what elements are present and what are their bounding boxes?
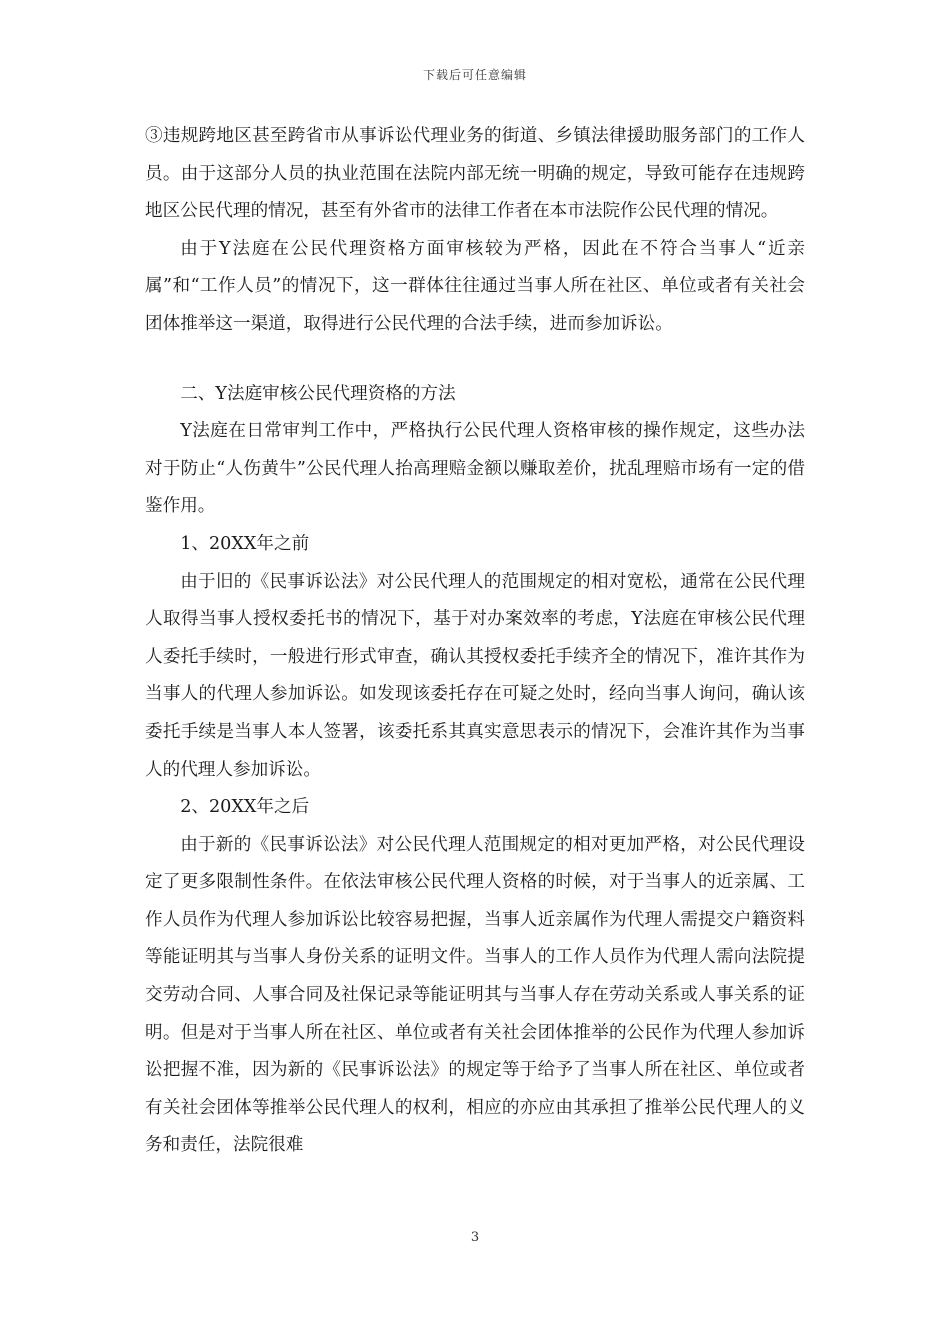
document-body — [145, 118, 805, 1165]
paragraph-review-method-intro: Y法庭在日常审判工作中，严格执行公民代理人资格审核的操作规定，这些办法对于防止“人伤黄牛”公民代理人抬高理赔金额以赚取差价，扰乱理赔市场有一定的借鉴作用。 — [145, 421, 805, 517]
paragraph-before: 由于旧的《民事诉讼法》对公民代理人的范围规定的相对宽松，通常在公民代理人取得当事人授权委托书的情况下，基于对办案效率的考虑，Y法庭在审核公民代理人委托手续时，一般进行形式审查，确认其授权委托手续齐全的情况下，准许其作为当事人的代理人参加诉讼。如发现该委托存在可疑之处时，经向当事人询问，确认该委托手续是当事人本人签署，该委托系其真实意思表示的情况下，会准许其作为当事人的代理人参加诉讼。 — [145, 571, 805, 780]
page-header: 下载后可任意编辑 — [422, 68, 527, 82]
subheading-after: 2、20XX年之后 — [180, 797, 310, 818]
subheading-before: 1、20XX年之前 — [180, 533, 310, 554]
paragraph-recommendation-channel: 由于Y法庭在公民代理资格方面审核较为严格，因此在不符合当事人“近亲属”和“工作人员”的情况下，这一群体往往通过当事人所在社区、单位或者有关社会团体推举这一渠道，取得进行公民代理的合法手续，进而参加诉讼。 — [145, 238, 805, 334]
page-number: 3 — [470, 1230, 480, 1245]
paragraph-after: 由于新的《民事诉讼法》对公民代理人范围规定的相对更加严格，对公民代理设定了更多限制性条件。在依法审核公民代理人资格的时候，对于当事人的近亲属、工作人员作为代理人参加诉讼比较容易把握，当事人近亲属作为代理人需提交户籍资料等能证明其与当事人身份关系的证明文件。当事人的工作人员作为代理人需向法院提交劳动合同、人事合同及社保记录等能证明其与当事人存在劳动关系或人事关系的证明。但是对于当事人所在社区、单位或者有关社会团体推举的公民作为代理人参加诉讼把握不准，因为新的《民事诉讼法》的规定等于给予了当事人所在社区、单位或者有关社会团体等推举公民代理人的权利，相应的亦应由其承担了推举公民代理人的义务和责任，法院很难 — [145, 834, 805, 1156]
section-heading: 二、Y法庭审核公民代理资格的方法 — [180, 383, 456, 404]
paragraph-violation-list-item: ③违规跨地区甚至跨省市从事诉讼代理业务的街道、乡镇法律援助服务部门的工作人员。由于这部分人员的执业范围在法院内部无统一明确的规定，导致可能存在违规跨地区公民代理的情况，甚至有外省市的法律工作者在本市法院作公民代理的情况。 — [145, 126, 805, 222]
